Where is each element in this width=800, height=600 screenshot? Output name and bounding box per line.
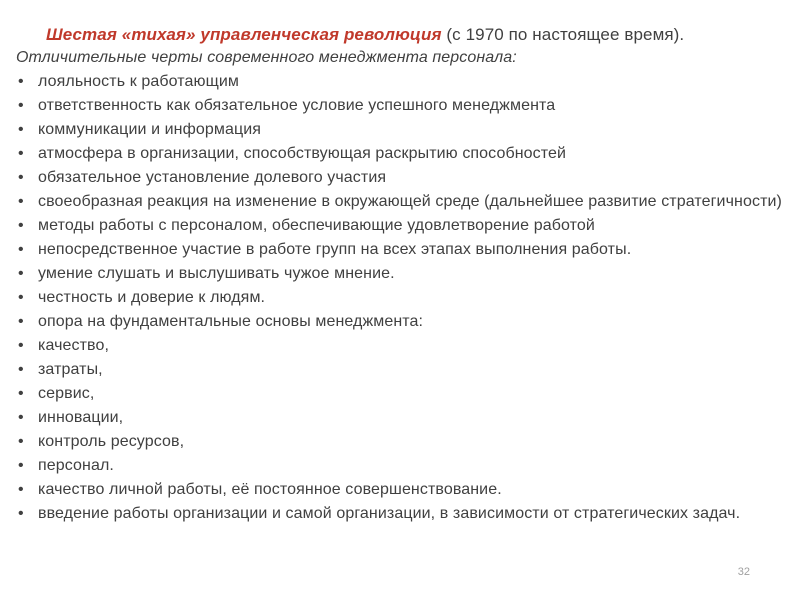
list-item: • коммуникации и информация	[16, 118, 792, 142]
list-item: • лояльность к работающим	[16, 70, 792, 94]
list-item: • непосредственное участие в работе групп на всех этапах выполнения работы.	[16, 238, 792, 262]
list-item: • персонал.	[16, 454, 792, 478]
slide-subtitle: Отличительные черты современного менеджмента персонала:	[16, 49, 517, 66]
page-number: 32	[737, 566, 750, 578]
list-item: • введение работы организации и самой организации, в зависимости от стратегических задач.	[16, 502, 792, 526]
list-item: • контроль ресурсов,	[16, 430, 792, 454]
list-item: • затраты,	[16, 358, 792, 382]
list-item: • методы работы с персоналом, обеспечивающие удовлетворение работой	[16, 214, 792, 238]
title-highlight: Шестая «тихая» управленческая революция	[46, 25, 442, 44]
list-item: • ответственность как обязательное условие успешного менеджмента	[16, 94, 792, 118]
list-item: • опора на фундаментальные основы менеджмента:	[16, 310, 792, 334]
slide-content	[16, 24, 792, 526]
list-item: • своеобразная реакция на изменение в окружающей среде (дальнейшее развитие стратегичности)	[16, 190, 792, 214]
list-item: • сервис,	[16, 382, 792, 406]
list-item: • честность и доверие к людям.	[16, 286, 792, 310]
list-item: • обязательное установление долевого участия	[16, 166, 792, 190]
list-item: • качество,	[16, 334, 792, 358]
list-item: • умение слушать и выслушивать чужое мнение.	[16, 262, 792, 286]
list-item: • атмосфера в организации, способствующая раскрытию способностей	[16, 142, 792, 166]
bullet-list	[16, 70, 792, 526]
slide-title	[46, 24, 792, 46]
list-item: • инновации,	[16, 406, 792, 430]
title-period: (с 1970 по настоящее время).	[441, 25, 685, 44]
list-item: • качество личной работы, её постоянное совершенствование.	[16, 478, 792, 502]
